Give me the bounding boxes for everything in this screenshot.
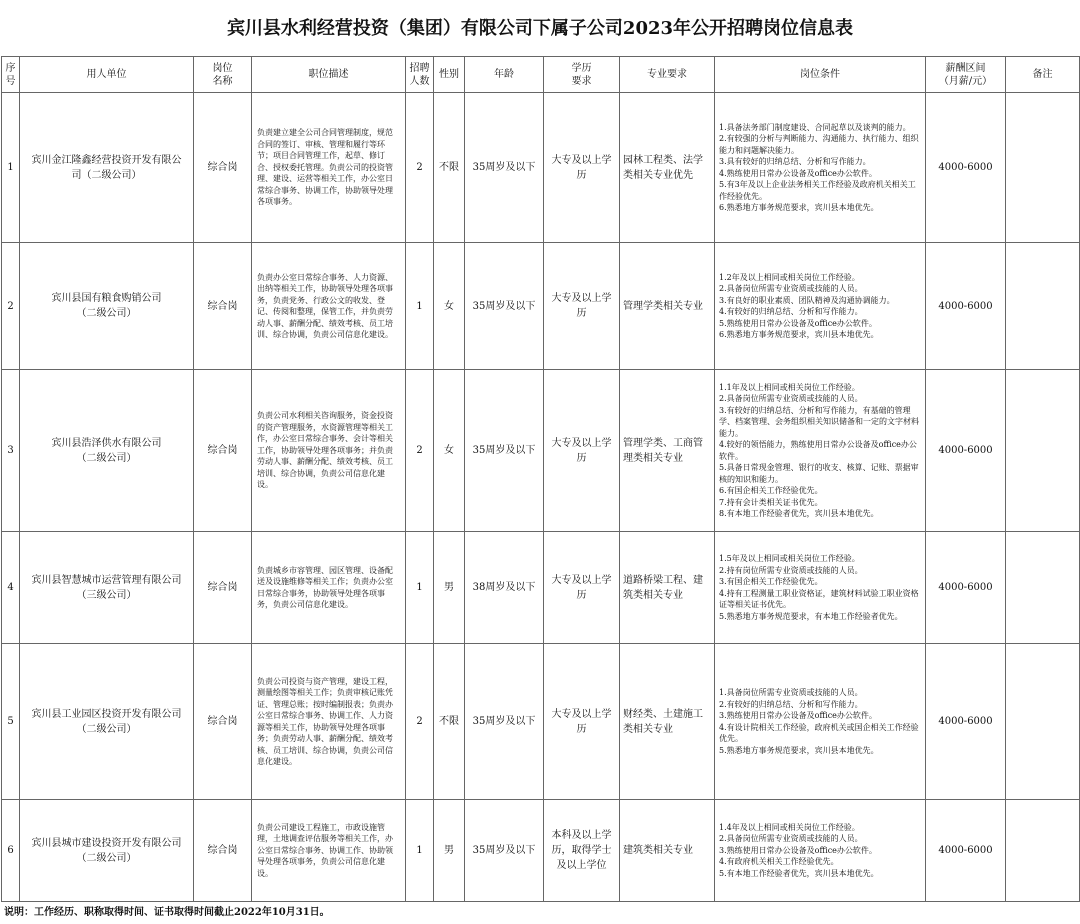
cell-desc: 负责公司建设工程施工，市政设施管理，土地调查评估服务等相关工作，办公室日常综合事务、协调工作、协助领导处理各项事务，负责公司信息化建设。	[252, 800, 406, 902]
cell-index: 6	[2, 800, 20, 902]
header-unit: 用人单位	[20, 57, 194, 93]
cell-cond: 1.4年及以上相同或相关岗位工作经验。 2.具备岗位所需专业资质或技能的人员。 3.熟练使用日常办公设备及office办公软件。 4.有政府机关相关工作经验优先。 5.有本地工作经验者优先，宾川县本地优先。	[715, 800, 926, 902]
cell-remark	[1006, 370, 1080, 532]
cell-salary: 4000-6000	[926, 800, 1006, 902]
cell-post: 综合岗	[194, 644, 252, 800]
header-edu: 学历 要求	[544, 57, 620, 93]
cell-post: 综合岗	[194, 800, 252, 902]
cell-major: 建筑类相关专业	[620, 800, 715, 902]
cell-remark	[1006, 532, 1080, 644]
cell-major: 管理学类相关专业	[620, 243, 715, 370]
cell-desc: 负责办公室日常综合事务、人力资源、出纳等相关工作，协助领导处理各项事务，负责党务、行政公文的收发、登记、传阅和整理，保管工作，并负责劳动人事、薪酬分配、绩效考核、员工培训、综合协调，负责公司信息化建设。	[252, 243, 406, 370]
cell-edu: 大专及以上学历	[544, 370, 620, 532]
header-gender: 性别	[434, 57, 465, 93]
cell-remark	[1006, 93, 1080, 243]
table-row	[2, 370, 1080, 532]
cell-count: 1	[406, 532, 434, 644]
cell-gender: 男	[434, 800, 465, 902]
cell-major: 财经类、土建施工类相关专业	[620, 644, 715, 800]
cell-count: 2	[406, 93, 434, 243]
cell-count: 2	[406, 370, 434, 532]
cell-salary: 4000-6000	[926, 243, 1006, 370]
table-row	[2, 532, 1080, 644]
cell-desc: 负责城乡市容管理、园区管理、设备配送及设施维修等相关工作；负责办公室日常综合事务，协助领导处理各项事务，负责公司信息化建设。	[252, 532, 406, 644]
cell-edu: 大专及以上学历	[544, 532, 620, 644]
cell-unit: 宾川县浩泽供水有限公司 （二级公司）	[20, 370, 194, 532]
cell-count: 2	[406, 644, 434, 800]
header-count: 招聘 人数	[406, 57, 434, 93]
table-row	[2, 800, 1080, 902]
cell-index: 3	[2, 370, 20, 532]
cell-desc: 负责公司投资与资产管理，建设工程，测量绘图等相关工作；负责审核记账凭证、管理总账；按时编制报表；负责办公室日常综合事务、协调工作、人力资源等相关工作，协助领导处理各项事务；负责劳动人事、薪酬分配、绩效考核、员工培训、综合协调，负责公司信息化建设。	[252, 644, 406, 800]
header-major: 专业要求	[620, 57, 715, 93]
cell-cond: 1.1年及以上相同或相关岗位工作经验。 2.具备岗位所需专业资质或技能的人员。 3.有较好的归纳总结、分析和写作能力，有基础的管理学、档案管理、会务组织相关知识储备和一定的文字材料能力。 4.较好的领悟能力，熟练使用日常办公设备及office办公软件。 5.具备日常现金管理、银行的收支、核算、记账、票据审核的知识和能力。 6.有国企相关工作经验优先。 7.持有会计类相关证书优先。 8.有本地工作经验者优先，宾川县本地优先。	[715, 370, 926, 532]
header-post: 岗位 名称	[194, 57, 252, 93]
header-index: 序 号	[2, 57, 20, 93]
header-salary: 薪酬区间 （月薪/元）	[926, 57, 1006, 93]
cell-gender: 不限	[434, 93, 465, 243]
cell-index: 5	[2, 644, 20, 800]
cell-gender: 女	[434, 243, 465, 370]
cell-cond: 1.2年及以上相同或相关岗位工作经验。 2.具备岗位所需专业资质或技能的人员。 3.有良好的职业素质、团队精神及沟通协调能力。 4.有较好的归纳总结、分析和写作能力。 5.熟练使用日常办公设备及office办公软件。 6.熟悉地方事务规范要求，宾川县本地优先。	[715, 243, 926, 370]
cell-post: 综合岗	[194, 243, 252, 370]
cell-age: 35周岁及以下	[465, 243, 544, 370]
cell-desc: 负责公司水利相关咨询服务，资金投资的资产管理服务，水资源管理等相关工作，办公室日常综合事务、会计等相关工作，协助领导处理各项事务；并负责劳动人事、薪酬分配、绩效考核、员工培训、综合协调，负责公司信息化建设。	[252, 370, 406, 532]
cell-salary: 4000-6000	[926, 370, 1006, 532]
cell-salary: 4000-6000	[926, 532, 1006, 644]
cell-count: 1	[406, 243, 434, 370]
cell-count: 1	[406, 800, 434, 902]
cell-cond: 1.具备岗位所需专业资质或技能的人员。 2.有较好的归纳总结、分析和写作能力。 3.熟练使用日常办公设备及office办公软件。 4.有设计院相关工作经验，政府机关或国企相关工作经验优先。 5.熟悉地方事务规范要求，宾川县本地优先。	[715, 644, 926, 800]
cell-edu: 本科及以上学历，取得学士及以上学位	[544, 800, 620, 902]
cell-age: 35周岁及以下	[465, 800, 544, 902]
page-title: 宾川县水利经营投资（集团）有限公司下属子公司2023年公开招聘岗位信息表	[226, 18, 854, 39]
cell-edu: 大专及以上学历	[544, 243, 620, 370]
cell-unit: 宾川县智慧城市运营管理有限公司 （三级公司）	[20, 532, 194, 644]
table-row	[2, 243, 1080, 370]
cell-age: 35周岁及以下	[465, 644, 544, 800]
cell-remark	[1006, 243, 1080, 370]
cell-major: 管理学类、工商管理类相关专业	[620, 370, 715, 532]
cell-post: 综合岗	[194, 93, 252, 243]
cell-remark	[1006, 644, 1080, 800]
cell-desc: 负责建立建全公司合同管理制度，规范合同的签订、审核、管理和履行等环节；项目合同管理工作，起草、修订合、授权委托管理。负责公司的投资管理、建设、运营等相关工作，办公室日常综合事务、协调工作，协助领导处理各项事务。	[252, 93, 406, 243]
cell-edu: 大专及以上学历	[544, 93, 620, 243]
cell-unit: 宾川县工业园区投资开发有限公司 （二级公司）	[20, 644, 194, 800]
table-row	[2, 93, 1080, 243]
cell-age: 35周岁及以下	[465, 370, 544, 532]
cell-salary: 4000-6000	[926, 93, 1006, 243]
recruitment-table	[1, 56, 1080, 902]
cell-cond: 1.5年及以上相同或相关岗位工作经验。 2.持有岗位所需专业资质或技能的人员。 3.有国企相关工作经验优先。 4.持有工程测量工职业资格证，建筑材料试验工职业资格证等相关证书优先。 5.熟悉地方事务规范要求，有本地工作经验者优先。	[715, 532, 926, 644]
cell-index: 1	[2, 93, 20, 243]
cell-cond: 1.具备法务部门制度建设、合同起草以及谈判的能力。 2.有较强的分析与判断能力、沟通能力、执行能力、组织能力和问题解决能力。 3.具有较好的归纳总结、分析和写作能力。 4.熟练使用日常办公设备及office办公软件。 5.有3年及以上企业法务相关工作经验及政府机关相关工作经验优先。 6.熟悉地方事务规范要求，宾川县本地优先。	[715, 93, 926, 243]
cell-salary: 4000-6000	[926, 644, 1006, 800]
cell-gender: 不限	[434, 644, 465, 800]
header-remark: 备注	[1006, 57, 1080, 93]
cell-unit: 宾川金江隆鑫经营投资开发有限公 司（二级公司）	[20, 93, 194, 243]
header-cond: 岗位条件	[715, 57, 926, 93]
cell-gender: 女	[434, 370, 465, 532]
cell-edu: 大专及以上学历	[544, 644, 620, 800]
cell-age: 38周岁及以下	[465, 532, 544, 644]
cell-unit: 宾川县城市建设投资开发有限公司 （二级公司）	[20, 800, 194, 902]
header-desc: 职位描述	[252, 57, 406, 93]
header-age: 年龄	[465, 57, 544, 93]
header-row	[2, 57, 1080, 93]
cell-gender: 男	[434, 532, 465, 644]
cell-major: 园林工程类、法学类相关专业优先	[620, 93, 715, 243]
cell-index: 4	[2, 532, 20, 644]
cell-post: 综合岗	[194, 532, 252, 644]
cell-age: 35周岁及以下	[465, 93, 544, 243]
cell-unit: 宾川县国有粮食购销公司 （二级公司）	[20, 243, 194, 370]
table-row	[2, 644, 1080, 800]
cell-major: 道路桥梁工程、建筑类相关专业	[620, 532, 715, 644]
cell-remark	[1006, 800, 1080, 902]
cell-post: 综合岗	[194, 370, 252, 532]
cell-index: 2	[2, 243, 20, 370]
footnote: 说明：工作经历、职称取得时间、证书取得时间截止2022年10月31日。	[4, 907, 330, 918]
